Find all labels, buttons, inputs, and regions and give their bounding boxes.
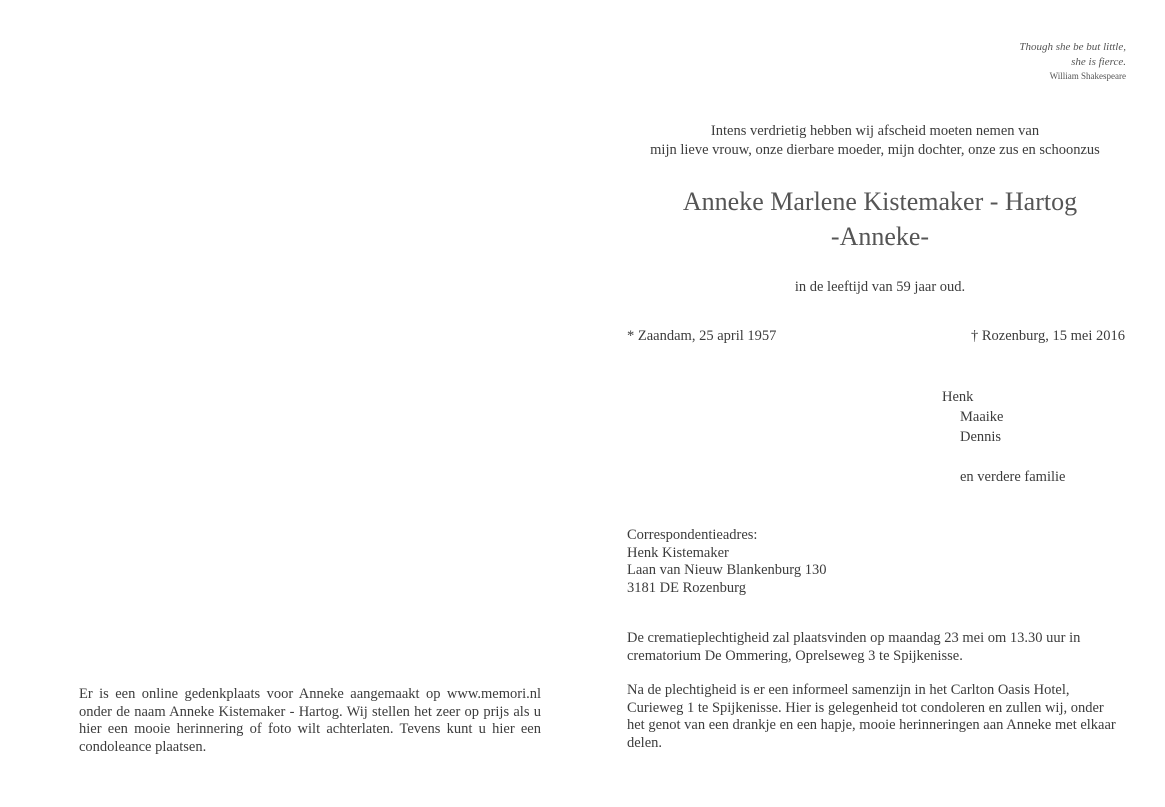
death-info: † Rozenburg, 15 mei 2016 — [971, 328, 1125, 344]
intro-line-2: mijn lieve vrouw, onze dierbare moeder, mijn dochter, onze zus en schoonzus — [650, 142, 1100, 158]
intro-text — [620, 122, 1130, 160]
deceased-nickname: -Anneke- — [830, 222, 930, 251]
correspondence-name: Henk Kistemaker — [627, 544, 729, 561]
shakespeare-quote — [866, 40, 1126, 83]
quote-line-1: Though she be but little, — [1019, 41, 1126, 53]
deceased-full-name: Anneke Marlene Kistemaker - Hartog — [682, 187, 1078, 216]
ceremony-paragraph: De crematieplechtigheid zal plaatsvinden op maandag 23 mei om 13.30 uur in crematorium De Ommering, Oprelseweg 3 te Spijkenisse. — [627, 630, 1081, 664]
family-others: en verdere familie — [960, 469, 1066, 485]
correspondence-city: 3181 DE Rozenburg — [627, 579, 746, 596]
birth-info: * Zaandam, 25 april 1957 — [627, 328, 777, 344]
age-text: in de leeftijd van 59 jaar oud. — [794, 279, 966, 295]
correspondence-address — [627, 527, 826, 597]
family-child: Dennis — [960, 429, 1002, 445]
family-spouse: Henk — [942, 389, 974, 405]
intro-line-1: Intens verdrietig hebben wij afscheid moeten nemen van — [710, 123, 1040, 139]
family-list — [942, 387, 1065, 487]
memori-note: Er is een online gedenkplaats voor Anneke aangemaakt op www.memori.nl onder de naam Anneke Kistemaker - Hartog. Wij stellen het zeer op prijs als u hier een mooie herinnering of foto wilt achterlaten. Tevens kunt u hier een condoleance plaatsen. — [79, 686, 541, 755]
correspondence-label: Correspondentieadres: — [627, 527, 758, 543]
quote-line-2: she is fierce. — [1071, 56, 1126, 68]
family-child: Maaike — [960, 409, 1004, 425]
quote-author: William Shakespeare — [1049, 71, 1126, 81]
deceased-name-block — [620, 184, 1140, 254]
gathering-paragraph: Na de plechtigheid is er een informeel samenzijn in het Carlton Oasis Hotel, Curieweg 1 te Spijkenisse. Hier is gelegenheid tot condoleren en zullen wij, onder het genot van een drankje en een hapje, mooie herinneringen aan Anneke met elkaar delen. — [627, 682, 1116, 751]
correspondence-street: Laan van Nieuw Blankenburg 130 — [627, 562, 827, 578]
